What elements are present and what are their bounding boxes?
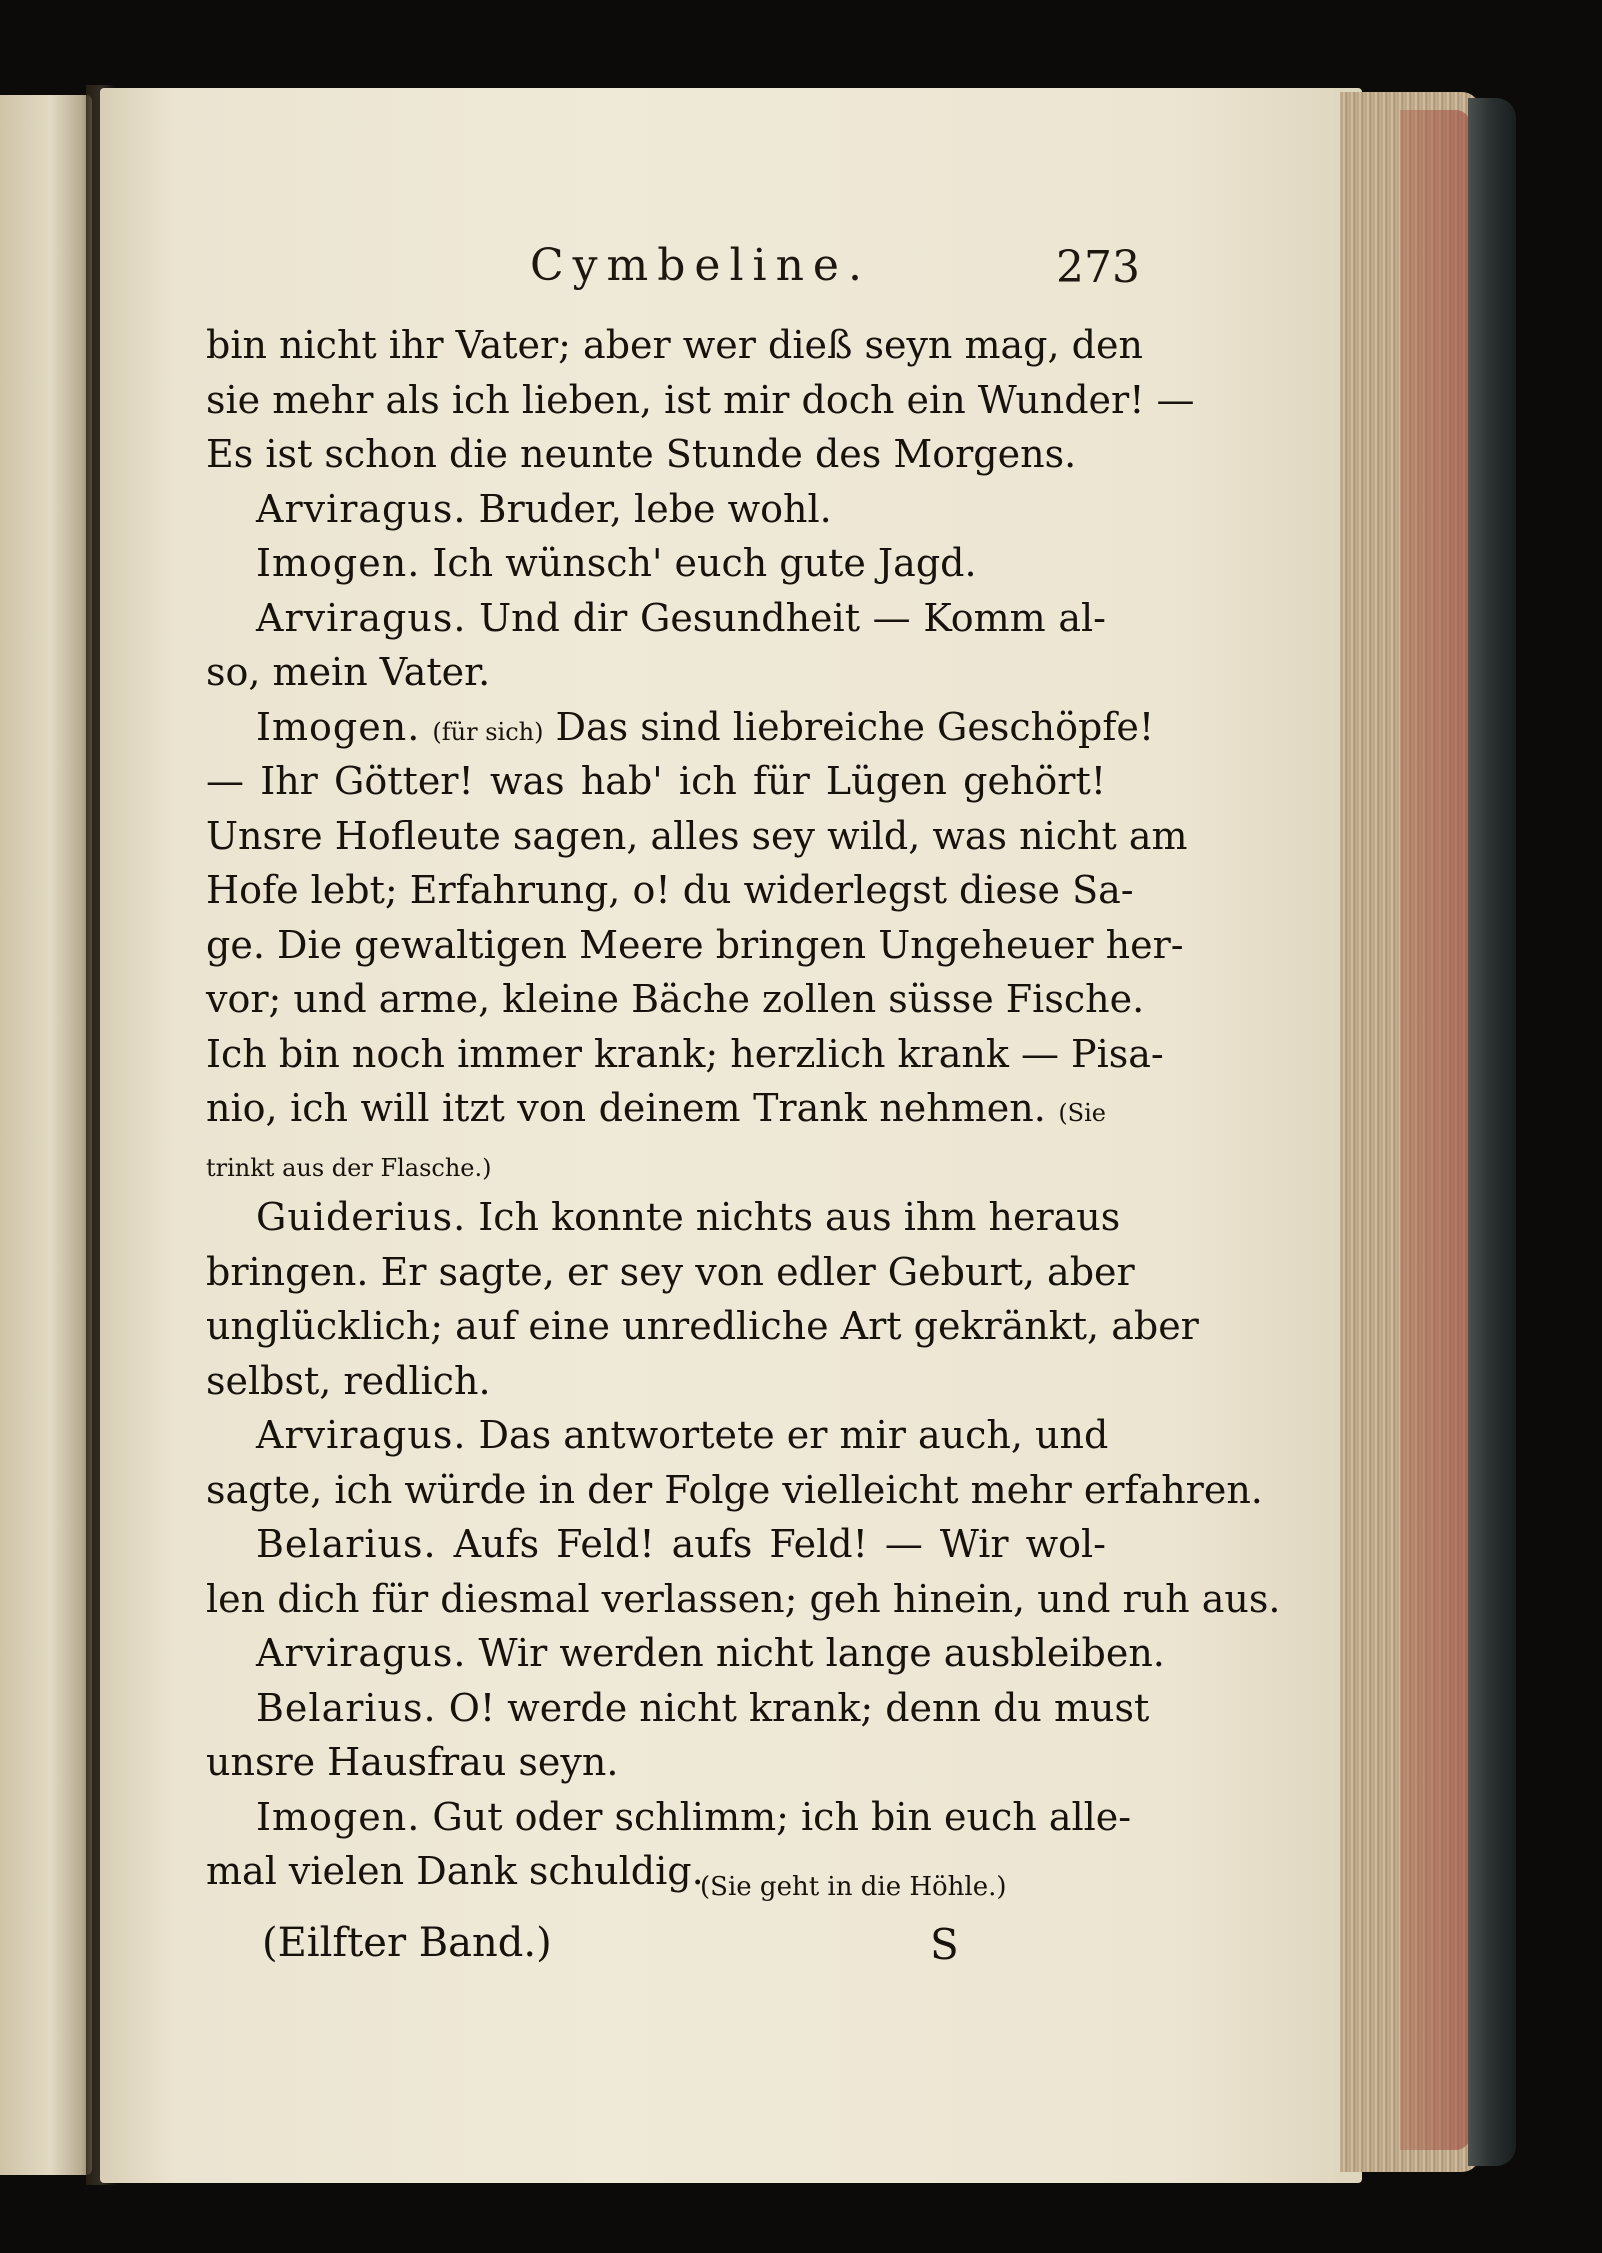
text-line bbox=[206, 1245, 1135, 1300]
line-text: Das antwortete er mir auch, und bbox=[478, 1413, 1109, 1457]
text-line bbox=[206, 700, 1155, 755]
page-header bbox=[200, 240, 1140, 300]
line-text: Wir werden nicht lange ausbleiben. bbox=[478, 1631, 1165, 1675]
line-text: Unsre Hofleute sagen, alles sey wild, was nicht am bbox=[206, 813, 1188, 858]
text-line bbox=[206, 972, 1145, 1027]
line-text: O! werde nicht krank; denn du must bbox=[448, 1685, 1150, 1730]
stage-direction-inline: (für sich) bbox=[432, 717, 544, 746]
line-text: Hofe lebt; Erfahrung, o! du widerlegst diese Sa- bbox=[206, 868, 1134, 912]
text-line bbox=[206, 482, 1106, 537]
line-text: unsre Hausfrau seyn. bbox=[206, 1740, 619, 1784]
stage-direction: (Sie geht in die Höhle.) bbox=[700, 1872, 1007, 1902]
line-text: — Ihr Götter! was hab' ich für Lügen gehört! bbox=[206, 759, 1106, 803]
text-line bbox=[206, 591, 1106, 646]
text-block bbox=[206, 318, 1281, 1899]
speaker-name: Belarius. bbox=[256, 1522, 437, 1566]
line-text: Und dir Gesundheit — Komm al- bbox=[479, 595, 1106, 640]
text-line bbox=[206, 373, 1195, 428]
line-text: mal vielen Dank schuldig. bbox=[206, 1849, 704, 1893]
line-text: Ich bin noch immer krank; herzlich krank — Pisa- bbox=[206, 1031, 1164, 1076]
text-line bbox=[206, 1681, 1150, 1736]
text-line bbox=[206, 809, 1188, 864]
page-edges-tint bbox=[1400, 110, 1470, 2150]
speaker-name: Guiderius. bbox=[256, 1195, 467, 1239]
text-line bbox=[206, 1572, 1281, 1627]
line-text: bin nicht ihr Vater; aber wer dieß seyn mag, den bbox=[206, 323, 1143, 367]
speaker-name: Imogen. bbox=[256, 704, 421, 749]
speaker-name: Imogen. bbox=[256, 541, 421, 585]
signature-mark: S bbox=[930, 1920, 959, 1969]
line-text: sie mehr als ich lieben, ist mir doch ein Wunder! — bbox=[206, 377, 1195, 422]
line-text: unglücklich; auf eine unredliche Art gekränkt, aber bbox=[206, 1304, 1199, 1348]
speaker-name: Belarius. bbox=[256, 1685, 437, 1730]
page-number: 273 bbox=[1056, 242, 1140, 293]
text-line bbox=[206, 1027, 1164, 1082]
speaker-name: Imogen. bbox=[256, 1794, 421, 1839]
text-line bbox=[206, 1081, 1106, 1136]
text-line bbox=[206, 1136, 1106, 1191]
speaker-name: Arviragus. bbox=[256, 486, 467, 531]
text-line bbox=[206, 318, 1143, 373]
line-text: nio, ich will itzt von deinem Trank nehmen. bbox=[206, 1086, 1046, 1130]
text-line bbox=[206, 1735, 1106, 1790]
line-text: Gut oder schlimm; ich bin euch alle- bbox=[432, 1794, 1132, 1839]
line-text: sagte, ich würde in der Folge vielleicht mehr erfahren. bbox=[206, 1467, 1263, 1512]
line-text: Bruder, lebe wohl. bbox=[478, 486, 832, 531]
line-text: vor; und arme, kleine Bäche zollen süsse Fische. bbox=[206, 977, 1145, 1021]
text-line bbox=[206, 1626, 1165, 1681]
line-text: Ich wünsch' euch gute Jagd. bbox=[432, 541, 977, 585]
line-text: ge. Die gewaltigen Meere bringen Ungeheuer her- bbox=[206, 922, 1184, 967]
text-line bbox=[206, 863, 1134, 918]
speaker-name: Arviragus. bbox=[256, 1631, 467, 1675]
text-line bbox=[206, 536, 1106, 591]
text-line bbox=[206, 1299, 1199, 1354]
running-title: Cymbeline. bbox=[530, 240, 871, 291]
text-line bbox=[206, 1408, 1109, 1463]
text-line bbox=[206, 918, 1184, 973]
left-page-edge bbox=[0, 95, 92, 2175]
line-text: Ich konnte nichts aus ihm heraus bbox=[478, 1195, 1121, 1239]
text-line bbox=[206, 754, 1106, 809]
line-text: bringen. Er sagte, er sey von edler Geburt, aber bbox=[206, 1249, 1135, 1294]
text-line bbox=[206, 1463, 1263, 1518]
speaker-name: Arviragus. bbox=[256, 595, 467, 640]
stage-direction-inline: trinkt aus der Flasche.) bbox=[206, 1153, 492, 1182]
text-line bbox=[206, 1354, 1106, 1409]
speaker-name: Arviragus. bbox=[256, 1413, 467, 1457]
text-line bbox=[206, 427, 1106, 482]
line-text: Aufs Feld! aufs Feld! — Wir wol- bbox=[453, 1522, 1106, 1566]
signature-line: (Eilfter Band.) bbox=[262, 1920, 552, 1966]
text-line bbox=[206, 1517, 1106, 1572]
line-text: so, mein Vater. bbox=[206, 650, 491, 694]
text-line bbox=[206, 1790, 1132, 1845]
line-text: Das sind liebreiche Geschöpfe! bbox=[555, 704, 1155, 749]
text-line bbox=[206, 645, 1106, 700]
line-text: selbst, redlich. bbox=[206, 1358, 491, 1403]
line-text: len dich für diesmal verlassen; geh hinein, und ruh aus. bbox=[206, 1576, 1281, 1621]
text-line bbox=[206, 1190, 1121, 1245]
stage-direction-inline: (Sie bbox=[1058, 1099, 1106, 1127]
line-text: Es ist schon die neunte Stunde des Morgens. bbox=[206, 432, 1077, 476]
book-cover bbox=[1468, 98, 1516, 2166]
